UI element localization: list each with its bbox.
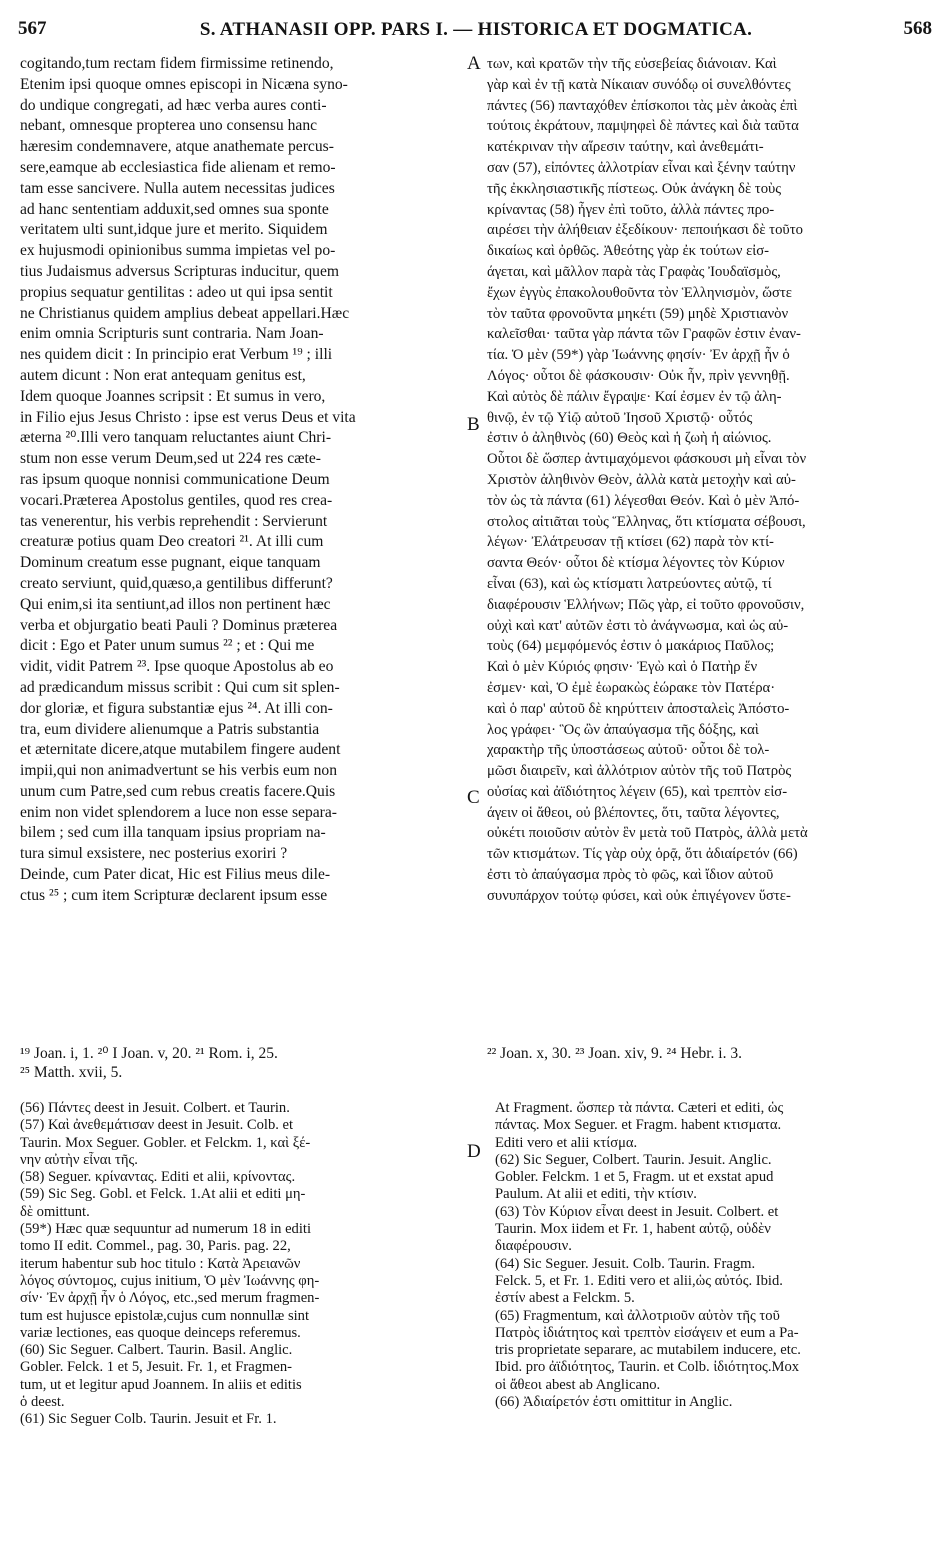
greek-line: σαντα Θεόν· οὗτοι δὲ κτίσμα λέγοντες τὸν Κύριον — [487, 555, 785, 572]
greek-line: πάντες (56) πανταχόθεν ἐπίσκοποι τὰς μὲν ἀκοὰς ἐπὶ — [487, 97, 798, 114]
note-line: νην αὐτὴν εἶναι τῆς. — [20, 1151, 138, 1168]
note-line: At Fragment. ὥσπερ τὰ πάντα. Cæteri et editi, ὡς — [495, 1100, 784, 1116]
note-line: tomo II edit. Commel., pag. 30, Paris. pag. 22, — [20, 1238, 291, 1255]
latin-line: nebant, omnesque propterea uno consensu hanc — [20, 117, 318, 135]
greek-line: των, καὶ κρατῶν τὴν τῆς εὐσεβείας διάνοιαν. Καὶ — [487, 56, 777, 72]
greek-line: Καὶ αὐτὸς δὲ πάλιν ἔγραψε· Καί ἐσμεν ἐν τῷ ἀλη- — [487, 388, 782, 405]
margin-letter-b: B — [467, 414, 480, 435]
greek-line: στολος αἰτιᾶται τοὺς Ἕλληνας, ὅτι κτίσματα σέβουσι, — [487, 513, 806, 530]
note-line: (59*) Hæc quæ sequuntur ad numerum 18 in editi — [20, 1221, 312, 1238]
greek-text-column — [487, 54, 935, 907]
greek-line: άγειν οἱ ἄθεοι, οὐ βλέποντες, ὅτι, ταῦτα λέγοντες, — [487, 804, 780, 821]
latin-line: enim omnia Scripturis sunt contraria. Nam Joan- — [20, 325, 324, 343]
latin-line: sere,eamque ab ecclesiastica fide alienam et remo- — [20, 158, 336, 176]
latin-line: veritatem ulti sunt,idque jure et merito. Siquidem — [20, 221, 328, 239]
running-title: S. ATHANASII OPP. PARS I. — HISTORICA ET DOGMATICA. — [199, 19, 753, 40]
latin-line: æterna ²⁰.Illi vero tanquam reluctantes aiunt Chri- — [20, 429, 332, 447]
note-line: tum est hujusce epistolæ,cujus cum nonnullæ sint — [20, 1307, 310, 1324]
scripture-reference-line: ²⁵ Matth. xvii, 5. — [20, 1064, 123, 1081]
note-line: Πατρὸς ἰδιάτητος καὶ τρεπτὸν εἰσάγειν et eum a Pa- — [495, 1324, 799, 1341]
note-line: (62) Sic Seguer, Colbert. Taurin. Jesuit. Anglic. — [495, 1151, 772, 1168]
scripture-reference-line: ²² Joan. x, 30. ²³ Joan. xiv, 9. ²⁴ Hebr. i. 3. — [487, 1045, 742, 1062]
note-line: iterum habentur sub hoc titulo : Κατὰ Ἀρειανῶν — [20, 1255, 301, 1272]
note-line: Felck. 5, et Fr. 1. Editi vero et alii,ὡς αὐτός. Ibid. — [495, 1272, 783, 1289]
critical-notes-left — [20, 1100, 468, 1429]
note-line: (56) Πάντες deest in Jesuit. Colbert. et Taurin. — [20, 1100, 290, 1116]
greek-line: τία. Ὁ μὲν (59*) γὰρ Ἰωάννης φησίν· Ἐν ἀρχῇ ἦν ὁ — [487, 347, 790, 364]
page-number-left: 567 — [18, 18, 47, 39]
greek-line: οὐχὶ καὶ κατ' αὐτῶν ἐστι τὸ ἀνάγνωσμα, καὶ ὡς αὐ- — [487, 617, 789, 634]
latin-line: ctus ²⁵ ; cum item Scripturæ declarent ipsum esse — [20, 886, 328, 904]
note-line: tris proprietate separare, ac mutabilem inducere, etc. — [495, 1342, 801, 1359]
latin-line: Deinde, cum Pater dicat, Hic est Filius meus dile- — [20, 866, 331, 884]
note-line: λόγος σύντομος, cujus initium, Ὁ μὲν Ἰωάννης φη- — [20, 1272, 320, 1289]
margin-letter-a: A — [467, 53, 481, 74]
greek-line: λέγων· Ἐλάτρευσαν τῇ κτίσει (62) παρὰ τὸν κτί- — [487, 534, 774, 551]
greek-line: μῶσι διαιρεῖν, καὶ ἀλλότριον αὐτὸν τῆς τοῦ Πατρὸς — [487, 763, 792, 780]
latin-line: Qui enim,si ita sentiunt,ad illos non pertinent hæc — [20, 595, 331, 613]
note-line: Editi vero et alii κτίσμα. — [495, 1134, 638, 1151]
latin-line: tam esse sancivere. Nulla autem necessitas judices — [20, 179, 335, 197]
latin-line: cogitando,tum rectam fidem firmissime retinendo, — [20, 55, 334, 72]
greek-line: κατέκριναν τὴν αἵρεσιν ταύτην, καὶ ἀνεθεμάτι- — [487, 139, 764, 156]
greek-line: χαρακτὴρ τῆς ὑποστάσεως αὐτοῦ· οὗτοι δὲ τολ- — [487, 742, 770, 759]
note-line: Gobler. Felck. 1 et 5, Jesuit. Fr. 1, et Fragmen- — [20, 1359, 292, 1376]
latin-line: ne Christianus quidem amplius debeat appellari.Hæc — [20, 304, 350, 322]
latin-line: dicit : Ego et Pater unum sumus ²² ; et : Qui me — [20, 637, 315, 655]
greek-line: τὸν ταῦτα φρονοῦντα μηκέτι (59) μηδὲ Χριστιανὸν — [487, 305, 789, 322]
latin-line: in Filio ejus Jesus Christo : ipse est verus Deus et vita — [20, 408, 356, 426]
greek-line: Λόγος· οὗτοι δὲ φάσκουσιν· Οὐκ ἦν, πρὶν γεννηθῇ. — [487, 367, 790, 384]
greek-line: λος γράφει· Ὃς ὢν ἀπαύγασμα τῆς δόξης, καὶ — [487, 721, 759, 738]
note-line: (61) Sic Seguer Colb. Taurin. Jesuit et Fr. 1. — [20, 1411, 277, 1428]
scripture-reference-line: ¹⁹ Joan. i, 1. ²⁰ I Joan. v, 20. ²¹ Rom. i, 25. — [20, 1045, 278, 1062]
note-line: Ibid. pro ἀϊδιότητος, Taurin. et Colb. ἰδιότητος.Mox — [495, 1359, 800, 1376]
note-line: (64) Sic Seguer. Jesuit. Colb. Taurin. Fragm. — [495, 1255, 756, 1272]
latin-line: dor gloriæ, et figura substantiæ ejus ²⁴. At illi con- — [20, 699, 333, 717]
latin-line: nes quidem dicit : In principio erat Verbum ¹⁹ ; illi — [20, 346, 333, 364]
greek-line: τὸν ὡς τὰ πάντα (61) λέγεσθαι Θεόν. Καὶ ὁ μὲν Ἀπό- — [487, 492, 800, 509]
note-line: Taurin. Mox Seguer. Gobler. et Felckm. 1, καὶ ξέ- — [20, 1134, 311, 1151]
greek-line: τούτοις ἐκράτουν, παμψηφεὶ δὲ πάντες καὶ διὰ ταῦτα — [487, 118, 799, 135]
note-line: variæ lectiones, eas quoque deinceps referemus. — [20, 1324, 301, 1341]
greek-line: άγεται, καὶ μᾶλλον παρὰ τὰς Γραφὰς Ἰουδαϊσμὸς, — [487, 263, 781, 280]
latin-line: propius sequatur gentilitas : adeo ut qui ipsa sentit — [20, 283, 333, 301]
latin-line: tura simul exsistere, nec posterius exoriri ? — [20, 845, 288, 863]
greek-line: συνυπάρχον τούτῳ φύσει, καὶ οὐκ ἐπιγέγονεν ὕστε- — [487, 887, 791, 904]
latin-line: verba et objurgatio beati Pauli ? Dominus præterea — [20, 616, 338, 634]
greek-line: καλεῖσθαι· ταῦτα γὰρ πάντα τῶν Γραφῶν ἐστιν ἐναν- — [487, 326, 801, 343]
page-header — [14, 18, 938, 44]
greek-line: διαφέρουσιν Ἑλλήνων; Πῶς γὰρ, εἰ τοῦτο φρονοῦσιν, — [487, 596, 805, 613]
latin-line: hæresim condemnavere, atque anathemate percus- — [20, 138, 334, 156]
greek-line: τῶν κτισμάτων. Τίς γὰρ οὐχ ὁρᾷ, ὅτι ἀδιαίρετόν (66) — [487, 846, 798, 863]
note-line: διαφέρουσιν. — [495, 1238, 572, 1255]
note-line: δὲ omittunt. — [20, 1203, 90, 1220]
greek-line: τοὺς (64) μεμφόμενός ἐστιν ὁ μακάριος Παῦλος; — [487, 638, 775, 655]
greek-line: σαν (57), εἰπόντες ἀλλοτρίαν εἶναι καὶ ξένην ταύτην — [487, 159, 796, 176]
latin-line: ad prædicandum missus scribit : Qui cum sit splen- — [20, 678, 340, 696]
margin-letter-c: C — [467, 787, 480, 808]
latin-line: ad hanc sententiam adduxit,sed omnes sua sponte — [20, 200, 329, 218]
greek-line: ἐστιν ὁ ἀληθινὸς (60) Θεὸς καὶ ἡ ζωὴ ἡ αἰώνιος. — [487, 430, 772, 447]
scripture-references-right — [487, 1044, 935, 1063]
latin-line: impii,qui non animadvertunt se his verbis eum non — [20, 762, 338, 780]
note-line: (65) Fragmentum, καὶ ἀλλοτριοῦν αὐτὸν τῆς τοῦ — [495, 1307, 780, 1324]
note-line: (59) Sic Seg. Gobl. et Felck. 1.At alii et editi μη- — [20, 1186, 306, 1203]
note-line: ὁ deest. — [20, 1394, 65, 1411]
critical-notes-right — [495, 1100, 935, 1411]
greek-line: Καὶ ὁ μὲν Κύριός φησιν· Ἐγὼ καὶ ὁ Πατὴρ ἕν — [487, 659, 758, 676]
greek-line: εἶναι (63), καὶ ὡς κτίσματι λατρεύοντες αὐτῷ, τί — [487, 575, 772, 592]
latin-line: creaturæ potius quam Deo creatori ²¹. At illi cum — [20, 533, 324, 551]
note-line: (57) Καὶ ἀνεθεμάτισαν deest in Jesuit. Colb. et — [20, 1117, 294, 1134]
greek-line: καὶ ὁ παρ' αὐτοῦ δὲ κηρύττειν ἀποσταλεὶς Ἀπόστο- — [487, 700, 790, 717]
note-line: Paulum. At alii et editi, τὴν κτίσιν. — [495, 1186, 697, 1203]
greek-line: αιρέσει τὴν ἀλήθειαν ἐξεδίκουν· πεποιήκασι δὲ τοῦτο — [487, 222, 803, 239]
note-line: (60) Sic Seguer. Calbert. Taurin. Basil. Anglic. — [20, 1342, 293, 1359]
latin-line: stum non esse verum Deum,sed ut 224 res cæte- — [20, 450, 321, 468]
note-line: tum, ut et legitur apud Joannem. In aliis et editis — [20, 1376, 302, 1393]
latin-line: tra, eum dividere alienumque a Patris substantia — [20, 720, 320, 738]
note-line: Taurin. Mox iidem et Fr. 1, habent αὐτῷ, οὐδὲν — [495, 1221, 771, 1238]
latin-text-column — [20, 54, 462, 907]
note-line: οἱ ἄθεοι abest ab Anglicano. — [495, 1376, 661, 1393]
latin-line: tas venerentur, his verbis reprehendit : Servierunt — [20, 512, 328, 530]
greek-line: δικαίως καὶ ὀρθῶς. Ἀθεότης γὰρ ἐκ τούτων εἰσ- — [487, 243, 770, 260]
latin-line: tius Judaismus adversus Scripturas inducitur, quem — [20, 262, 340, 280]
greek-line: θινῷ, ἐν τῷ Υἱῷ αὐτοῦ Ἰησοῦ Χριστῷ· οὗτός — [487, 409, 753, 426]
note-line: πάντας. Mox Seguer. et Fragm. habent κτισματα. — [495, 1117, 782, 1134]
note-line: ἐστίν abest a Felckm. 5. — [495, 1290, 635, 1307]
latin-line: ex hujusmodi opinionibus summa impietas vel po- — [20, 242, 336, 260]
latin-line: vidit, vidit Patrem ²³. Ipse quoque Apostolus ab eo — [20, 658, 334, 676]
note-line: σίν· Ἐν ἀρχῇ ἦν ὁ Λόγος, etc.,sed merum fragmen- — [20, 1290, 320, 1307]
latin-line: Etenim ipsi quoque omnes episcopi in Nicæna syno- — [20, 75, 348, 93]
latin-line: vocari.Præterea Apostolus gentiles, quod res crea- — [20, 491, 333, 509]
margin-letter-d: D — [467, 1141, 481, 1162]
latin-line: Dominum creatum esse pugnant, eique tanquam — [20, 554, 321, 572]
greek-line: ἐσμεν· καὶ, Ὁ ἐμὲ ἑωρακὼς ἑώρακε τὸν Πατέρα· — [487, 679, 776, 696]
greek-line: γὰρ καὶ ἐν τῇ κατὰ Νίκαιαν συνόδῳ οἱ συνελθόντες — [487, 76, 791, 93]
latin-line: bilem ; sed cum illa tanquam ipsius propriam na- — [20, 824, 326, 842]
latin-line: do undique congregati, ad hæc verba aures conti- — [20, 96, 327, 114]
greek-line: ἐστι τὸ ἀπαύγασμα πρὸς τὸ φῶς, καὶ ἴδιον αὐτοῦ — [487, 867, 774, 884]
greek-line: Χριστὸν ἀληθινὸν Θεὸν, ἀλλὰ κατὰ μετοχὴν καὶ αὐ- — [487, 471, 796, 488]
greek-line: ἔχων ἐγγὺς ἐπακολουθοῦντα τὸν Ἑλληνισμὸν, ὥστε — [487, 284, 792, 301]
note-line: (63) Τὸν Κύριον εἶναι deest in Jesuit. Colbert. et — [495, 1203, 779, 1220]
latin-line: et æternitate dicere,atque mutabilem fingere audent — [20, 741, 341, 759]
latin-line: unum cum Patre,sed cum rebus creatis facere.Quis — [20, 782, 336, 800]
greek-line: τῆς ἐκκλησιαστικῆς πίστεως. Οὐκ ἀνάγκη δὲ τοὺς — [487, 180, 782, 197]
scripture-references-left — [20, 1044, 462, 1082]
greek-line: Οὗτοι δὲ ὥσπερ ἀντιμαχόμενοι φάσκουσι μὴ εἶναι τὸν — [487, 451, 807, 468]
greek-line: οὐσίας καὶ ἀϊδιότητος λέγειν (65), καὶ τρεπτὸν εἰσ- — [487, 783, 788, 800]
note-line: (66) Ἀδιαίρετόν ἐστι omittitur in Anglic. — [495, 1394, 733, 1411]
latin-line: enim non videt splendorem a luce non esse separa- — [20, 803, 337, 821]
latin-line: autem dicunt : Non erat antequam genitus est, — [20, 366, 306, 384]
latin-line: ras ipsum quoque nonnisi communicatione Deum — [20, 470, 330, 488]
latin-line: Idem quoque Joannes scripsit : Et sumus in vero, — [20, 387, 326, 405]
greek-line: κρίναντας (58) ἦγεν ἐπὶ τοῦτο, ἀλλὰ πάντες προ- — [487, 201, 775, 218]
note-line: Gobler. Felckm. 1 et 5, Fragm. ut et exstat apud — [495, 1169, 774, 1186]
page-number-right: 568 — [903, 18, 932, 39]
note-line: (58) Seguer. κρίναντας. Editi et alii, κρίνοντας. — [20, 1169, 296, 1186]
greek-line: οὐκέτι ποιοῦσιν αὐτὸν ἓν μετὰ τοῦ Πατρὸς, ἀλλὰ μετὰ — [487, 825, 808, 842]
latin-line: creato serviunt, quid,quæso,a gentilibus differunt? — [20, 574, 333, 592]
